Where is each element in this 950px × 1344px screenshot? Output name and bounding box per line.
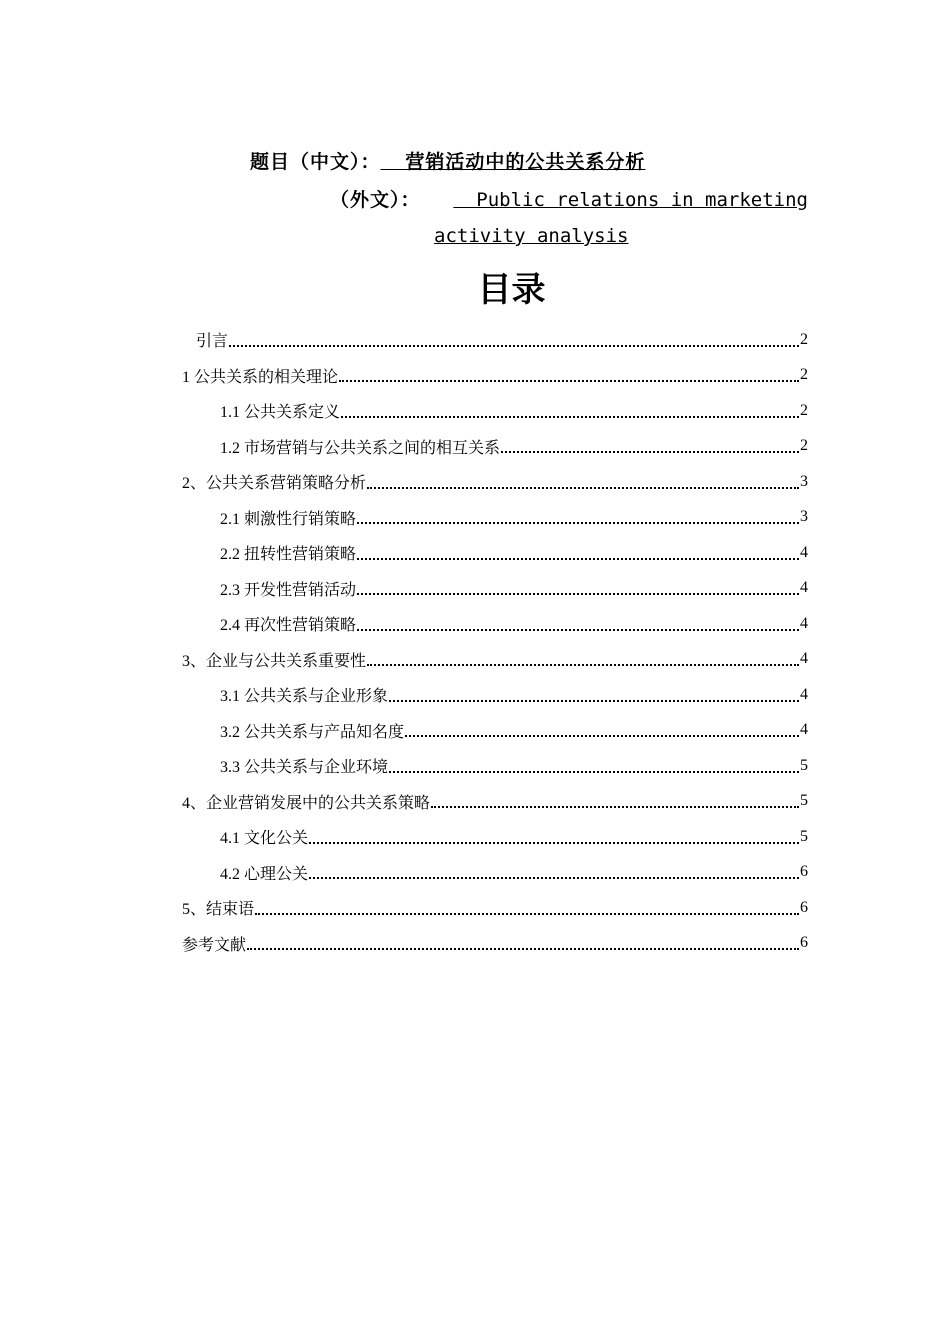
- table-of-contents: [182, 322, 808, 961]
- toc-entry-title: 3.3 公共关系与企业环境: [220, 759, 389, 777]
- toc-entry-title: 参考文献: [182, 936, 247, 954]
- toc-entry-title: 5、结束语: [182, 901, 255, 919]
- toc-entry-title: 4、企业营销发展中的公共关系策略: [182, 794, 431, 812]
- toc-entry-page: 3: [800, 472, 808, 490]
- toc-entry-page: 4: [800, 721, 808, 739]
- toc-entry-title: 3、企业与公共关系重要性: [182, 652, 367, 670]
- toc-entry[interactable]: [182, 784, 808, 820]
- toc-dot-leader: [357, 593, 799, 595]
- toc-entry[interactable]: [182, 606, 808, 642]
- toc-dot-leader: [367, 664, 799, 666]
- foreign-title-line: [330, 185, 808, 212]
- toc-dot-leader: [431, 806, 799, 808]
- toc-entry[interactable]: [182, 358, 808, 394]
- toc-entry-title: 2.2 扭转性营销策略: [220, 546, 357, 564]
- toc-entry-title: 4.2 心理公关: [220, 865, 309, 883]
- toc-dot-leader: [309, 842, 799, 844]
- toc-entry[interactable]: [182, 535, 808, 571]
- toc-entry-page: 2: [800, 366, 808, 384]
- toc-entry-title: 4.1 文化公关: [220, 830, 309, 848]
- toc-entry-title: 3.1 公共关系与企业形象: [220, 688, 389, 706]
- toc-entry[interactable]: [182, 500, 808, 536]
- foreign-title-value-line1: Public relations in marketing: [453, 189, 808, 211]
- toc-dot-leader: [339, 380, 799, 382]
- toc-entry-title: 引言: [196, 333, 229, 351]
- toc-heading: 目录: [477, 270, 546, 310]
- toc-entry[interactable]: [182, 819, 808, 855]
- toc-entry-page: 3: [800, 508, 808, 526]
- chinese-title-value: 营销活动中的公共关系分析: [380, 151, 646, 173]
- toc-entry-page: 6: [800, 863, 808, 881]
- toc-entry-title: 2.3 开发性营销活动: [220, 581, 357, 599]
- toc-entry-page: 2: [800, 401, 808, 419]
- toc-entry[interactable]: [182, 713, 808, 749]
- toc-entry-title: 2.4 再次性营销策略: [220, 617, 357, 635]
- toc-dot-leader: [309, 877, 799, 879]
- toc-dot-leader: [357, 558, 799, 560]
- toc-entry[interactable]: [182, 322, 808, 358]
- foreign-title-value-line2: activity analysis: [434, 225, 629, 247]
- toc-dot-leader: [247, 948, 799, 950]
- toc-entry-page: 6: [800, 934, 808, 952]
- toc-entry-title: 1.2 市场营销与公共关系之间的相互关系: [220, 439, 501, 457]
- toc-entry[interactable]: [182, 464, 808, 500]
- toc-entry[interactable]: [182, 393, 808, 429]
- toc-entry[interactable]: [182, 677, 808, 713]
- chinese-title-line: [250, 147, 645, 174]
- toc-dot-leader: [357, 522, 799, 524]
- toc-entry-title: 1 公共关系的相关理论: [182, 368, 339, 386]
- toc-dot-leader: [357, 629, 799, 631]
- toc-entry[interactable]: [182, 855, 808, 891]
- toc-entry[interactable]: [182, 926, 808, 962]
- toc-entry-title: 3.2 公共关系与产品知名度: [220, 723, 405, 741]
- toc-entry-page: 2: [800, 437, 808, 455]
- toc-entry-page: 2: [800, 330, 808, 348]
- toc-entry-page: 5: [800, 827, 808, 845]
- toc-entry-page: 4: [800, 543, 808, 561]
- toc-entry-page: 5: [800, 792, 808, 810]
- foreign-title-label: （外文）：: [330, 189, 421, 211]
- toc-entry-page: 4: [800, 650, 808, 668]
- toc-entry-page: 4: [800, 579, 808, 597]
- toc-entry[interactable]: [182, 890, 808, 926]
- toc-entry-page: 5: [800, 756, 808, 774]
- toc-dot-leader: [229, 345, 799, 347]
- toc-entry-title: 2.1 刺激性行销策略: [220, 510, 357, 528]
- toc-entry-page: 4: [800, 614, 808, 632]
- toc-entry[interactable]: [182, 748, 808, 784]
- toc-entry-title: 1.1 公共关系定义: [220, 404, 341, 422]
- toc-entry-page: 6: [800, 898, 808, 916]
- toc-entry-title: 2、公共关系营销策略分析: [182, 475, 367, 493]
- toc-dot-leader: [341, 416, 799, 418]
- toc-dot-leader: [405, 735, 799, 737]
- chinese-title-label: 题目（中文）：: [250, 151, 381, 173]
- toc-dot-leader: [501, 451, 799, 453]
- toc-dot-leader: [389, 771, 799, 773]
- toc-entry[interactable]: [182, 642, 808, 678]
- toc-entry[interactable]: [182, 571, 808, 607]
- toc-entry[interactable]: [182, 429, 808, 465]
- toc-dot-leader: [367, 487, 799, 489]
- toc-dot-leader: [389, 700, 799, 702]
- toc-entry-page: 4: [800, 685, 808, 703]
- toc-dot-leader: [255, 913, 799, 915]
